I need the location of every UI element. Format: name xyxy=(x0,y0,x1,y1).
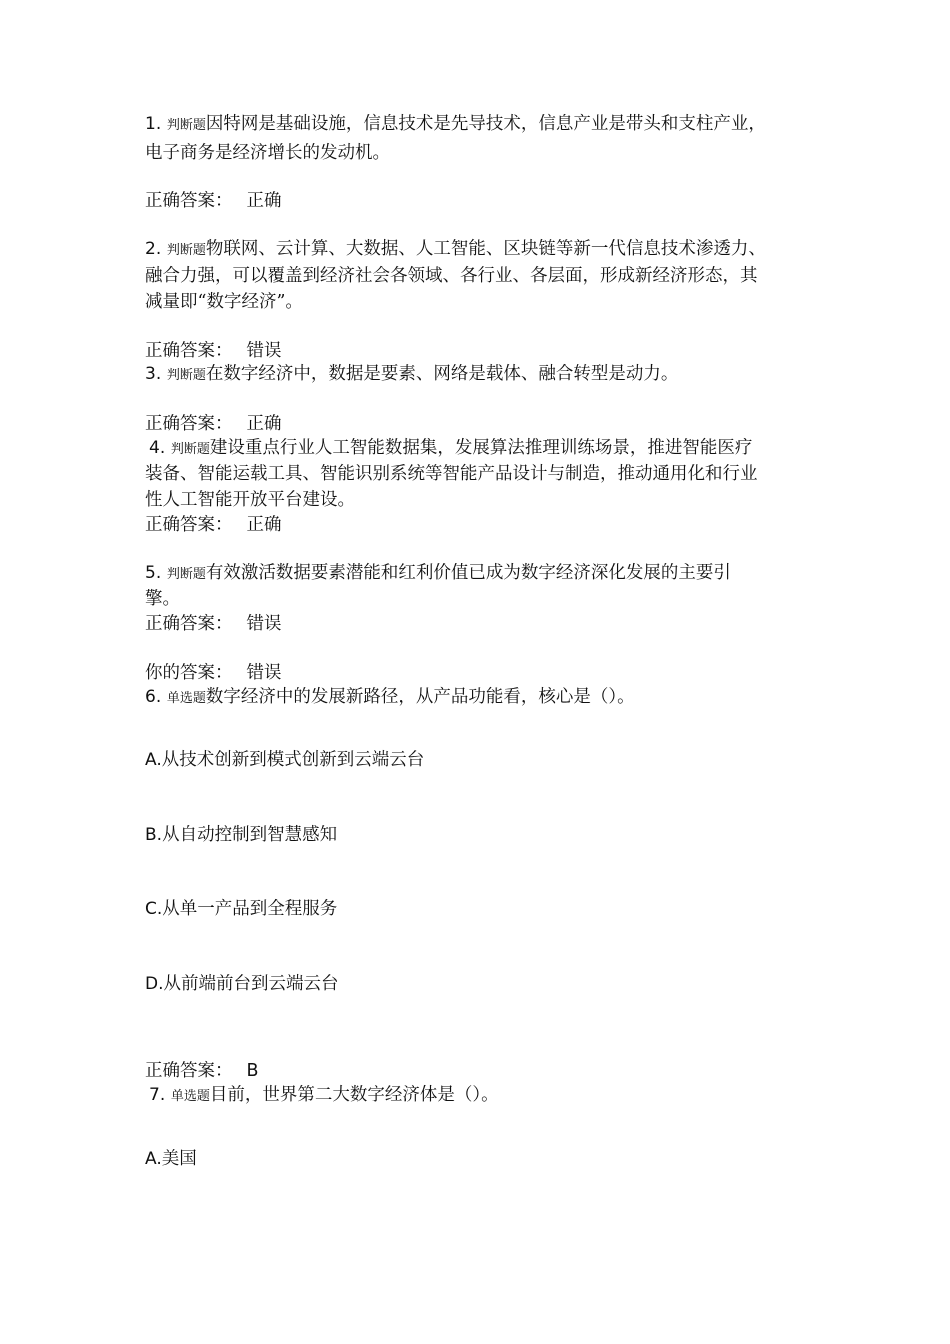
question-text: 物联网、云计算、大数据、人工智能、区块链等新一代信息技术渗透力、 xyxy=(205,239,766,259)
question-1-answer xyxy=(145,188,282,214)
your-answer-value: 错误 xyxy=(246,663,282,683)
option-letter: A. xyxy=(145,1149,162,1169)
option-letter: B. xyxy=(145,825,163,845)
correct-answer-label: 正确答案： xyxy=(145,1061,233,1081)
correct-answer-value: 正确 xyxy=(246,191,282,211)
option-b xyxy=(145,822,337,848)
question-text: 装备、智能运载工具、智能识别系统等智能产品设计与制造，推动通用化和行业 xyxy=(145,464,758,484)
option-text: 从前端前台到云端云台 xyxy=(163,974,339,994)
question-4-line-2 xyxy=(145,461,758,487)
option-a xyxy=(145,747,424,773)
question-4-line-1 xyxy=(149,435,752,463)
question-text: 因特网是基础设施，信息技术是先导技术，信息产业是带头和支柱产业， xyxy=(205,114,766,134)
question-7-line-1 xyxy=(149,1082,499,1110)
question-5-your-answer xyxy=(145,660,282,686)
question-number: 5. xyxy=(145,563,162,583)
question-text: 电子商务是经济增长的发动机。 xyxy=(145,143,390,163)
option-letter: C. xyxy=(145,899,163,919)
correct-answer-label: 正确答案： xyxy=(145,614,233,634)
correct-answer-label: 正确答案： xyxy=(145,191,233,211)
option-text: 美国 xyxy=(161,1149,197,1169)
option-text: 从单一产品到全程服务 xyxy=(162,899,338,919)
correct-answer-label: 正确答案： xyxy=(145,341,233,361)
question-4-answer xyxy=(145,512,282,538)
correct-answer-label: 正确答案： xyxy=(145,515,233,535)
your-answer-label: 你的答案： xyxy=(145,663,233,683)
question-3-answer xyxy=(145,411,282,437)
question-number: 2. xyxy=(145,239,162,259)
question-6-answer xyxy=(145,1058,259,1084)
question-1-line-2 xyxy=(145,140,390,166)
question-6-line-1 xyxy=(145,684,635,712)
question-3-line-1 xyxy=(145,361,678,389)
correct-answer-value: 错误 xyxy=(246,341,282,361)
question-number: 7. xyxy=(149,1085,166,1105)
question-number: 1. xyxy=(145,114,162,134)
question-2-line-1 xyxy=(145,236,766,264)
correct-answer-value: 正确 xyxy=(246,515,282,535)
question-2-line-2 xyxy=(145,263,758,289)
question-text: 在数字经济中，数据是要素、网络是载体、融合转型是动力。 xyxy=(205,364,679,384)
question-type: 判断题 xyxy=(166,118,206,133)
question-type: 单选题 xyxy=(166,691,206,706)
option-d xyxy=(145,971,339,997)
question-text: 建设重点行业人工智能数据集，发展算法推理训练场景，推进智能医疗 xyxy=(209,438,753,458)
question-text: 减量即“数字经济”。 xyxy=(145,292,303,312)
question-text: 目前，世界第二大数字经济体是（）。 xyxy=(209,1085,499,1105)
correct-answer-value: 错误 xyxy=(246,614,282,634)
question-text: 擎。 xyxy=(145,589,180,609)
question-1-line-1 xyxy=(145,111,766,139)
option-letter: D. xyxy=(145,974,164,994)
question-type: 判断题 xyxy=(170,442,210,457)
option-c xyxy=(145,896,337,922)
option-a xyxy=(145,1146,197,1172)
question-text: 数字经济中的发展新路径，从产品功能看，核心是（）。 xyxy=(205,687,635,707)
question-number: 3. xyxy=(145,364,162,384)
question-2-line-3 xyxy=(145,289,303,315)
question-type: 判断题 xyxy=(166,567,206,582)
question-text: 融合力强，可以覆盖到经济社会各领域、各行业、各层面，形成新经济形态，其 xyxy=(145,266,758,286)
question-text: 性人工智能开放平台建设。 xyxy=(145,490,355,510)
question-5-line-2 xyxy=(145,586,180,612)
option-text: 从技术创新到模式创新到云端云台 xyxy=(161,750,425,770)
option-letter: A. xyxy=(145,750,162,770)
question-number: 6. xyxy=(145,687,162,707)
question-text: 有效激活数据要素潜能和红利价值已成为数字经济深化发展的主要引 xyxy=(205,563,731,583)
question-5-answer xyxy=(145,611,282,637)
question-5-line-1 xyxy=(145,560,731,588)
question-type: 判断题 xyxy=(166,368,206,383)
option-text: 从自动控制到智慧感知 xyxy=(162,825,338,845)
correct-answer-value: B xyxy=(246,1061,259,1081)
question-type: 单选题 xyxy=(170,1089,210,1104)
question-4-line-3 xyxy=(145,487,355,513)
question-number: 4. xyxy=(149,438,166,458)
correct-answer-value: 正确 xyxy=(246,414,282,434)
correct-answer-label: 正确答案： xyxy=(145,414,233,434)
question-type: 判断题 xyxy=(166,243,206,258)
